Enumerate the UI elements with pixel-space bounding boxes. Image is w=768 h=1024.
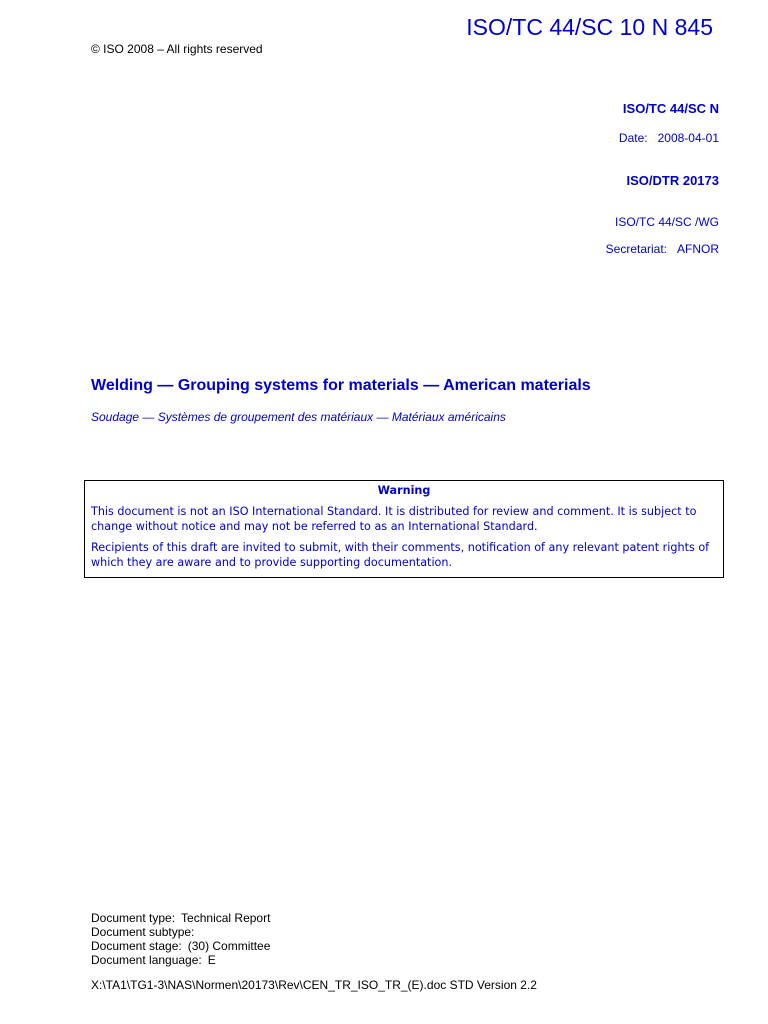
document-type-row: [91, 911, 270, 925]
working-group-reference: ISO/TC 44/SC /WG: [614, 215, 719, 229]
file-path-footer: X:\TA1\TG1-3\NAS\Normen\20173\Rev\CEN_TR_ISO_TR_(E).doc STD Version 2.2: [91, 978, 537, 992]
document-subtype-row: [91, 925, 270, 939]
copyright-notice: © ISO 2008 – All rights reserved: [91, 42, 263, 56]
document-title-french: Soudage — Systèmes de groupement des matériaux — Matériaux américains: [91, 410, 506, 424]
document-stage-row: [91, 939, 270, 953]
date-label: Date:: [618, 131, 648, 145]
info-value: Technical Report: [181, 911, 271, 925]
warning-paragraph: This document is not an ISO International Standard. It is distributed for review and comment. It is subject to change without notice and may not be referred to as an International Standard.: [91, 505, 697, 533]
warning-heading: Warning: [377, 484, 431, 497]
document-number: ISO/TC 44/SC 10 N 845: [466, 14, 713, 40]
secretariat-value: AFNOR: [677, 242, 719, 256]
document-info-block: [91, 911, 270, 967]
warning-box: [84, 480, 724, 578]
secretariat-label: Secretariat:: [605, 242, 667, 256]
committee-reference: ISO/TC 44/SC N: [622, 101, 719, 116]
document-language-row: [91, 953, 270, 967]
info-value: E: [207, 953, 216, 967]
warning-paragraph: Recipients of this draft are invited to submit, with their comments, notification of any relevant patent rights of which they are aware and to provide supporting documentation.: [91, 541, 710, 569]
date-line: [619, 131, 719, 145]
document-title-english: Welding — Grouping systems for materials — American materials: [91, 377, 591, 394]
info-label: Document subtype:: [91, 925, 195, 939]
date-value: 2008-04-01: [657, 131, 719, 145]
secretariat-line: [606, 242, 719, 256]
info-value: (30) Committee: [187, 939, 271, 953]
info-label: Document stage:: [91, 939, 182, 953]
info-label: Document language:: [91, 953, 202, 967]
document-reference: ISO/DTR 20173: [626, 173, 719, 188]
info-label: Document type:: [91, 911, 176, 925]
